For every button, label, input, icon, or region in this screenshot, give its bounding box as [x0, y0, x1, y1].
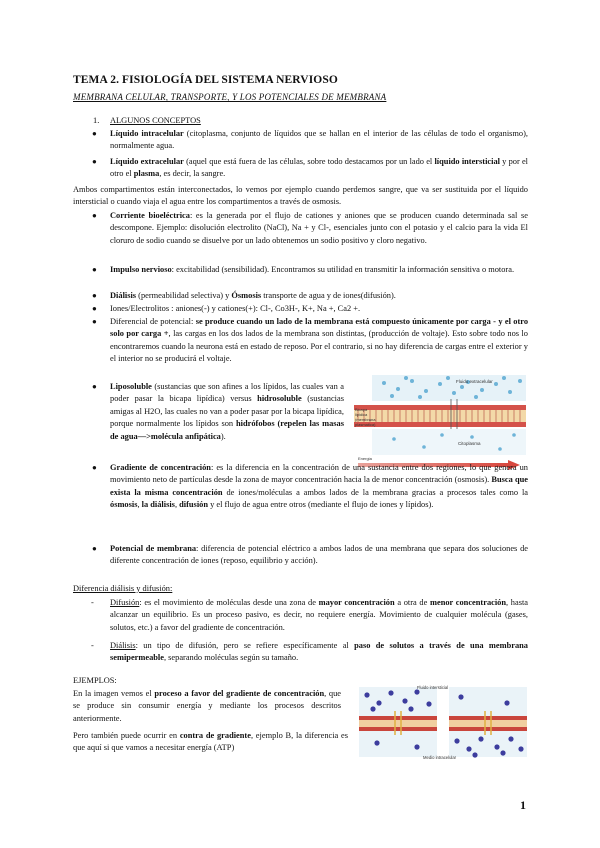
- paragraph-dialisis-2: [110, 640, 528, 665]
- term-impulso-nervioso: Impulso nervioso: [110, 265, 172, 274]
- paragraph-ambos: Ambos compartimentos están interconectados, lo vemos por ejemplo cuando perdemos sangre, que va ser sustituida por el líquido intersticial o cuando viaja el agua entre los compartimentos a través de osmosis.: [73, 185, 528, 207]
- bullet-icon: ●: [92, 211, 97, 220]
- paragraph-impulso-nervioso: [110, 264, 528, 276]
- paragraph-corriente-bioelectrica: [110, 210, 528, 247]
- difusion-text3: , hasta alcanzar un equilibrio. Es un proceso pasivo, es decir, no requiere energía. Movimiento de cualquier molécula (gases, solutos, etc.) a favor del gradiente de concentración.: [110, 598, 529, 632]
- liquido-intracelular-text: (citoplasma, conjunto de líquidos que se hallan en el interior de las células de todo el organismo), normalmente agua.: [110, 129, 529, 151]
- liposoluble-text1: (sustancias que son afines a los lípidos, las cuales van a poder pasar la bicapa lipídica) versus: [110, 382, 344, 404]
- panel-a: [359, 687, 437, 757]
- page-number: 1: [520, 798, 526, 812]
- potencial-text2: , las cargas en los dos lados de la membrana son distintas, (producción de voltaje). Esto sobre todo nos lo encontraremos cuando la neurona está en estado de reposo. Por el contrario, si no hay diferencia de cargas entre el exterior y el interior no se producirá el voltaje.: [110, 329, 528, 364]
- figure1-label-left3: (membrana: [355, 417, 376, 422]
- paragraph-ejemplos-2: [73, 730, 348, 755]
- difusion-bold1: mayor concentración: [318, 598, 395, 607]
- figure1-label-bottom: Citoplasma: [458, 441, 481, 446]
- ejemplos-bold2: contra de gradiente: [179, 731, 251, 740]
- difusion-text1: : es el movimiento de moléculas desde una zona de: [139, 598, 319, 607]
- term-difusion: difusión: [179, 500, 208, 510]
- bullet-icon: ●: [92, 544, 97, 553]
- figure2-label-top: Fluido intersticial: [417, 685, 449, 690]
- ejemplos-text2: , que se produce sin consumir energía y mediante los procesos descritos anteriormente.: [73, 689, 341, 723]
- page-title: TEMA 2. FISIOLOGÍA DEL SISTEMA NERVIOSO: [73, 74, 338, 86]
- potencial-membrana-text: : diferencia de potencial eléctrico a ambos lados de una membrana que separa dos soluciones de diferente concentración de iones (reposo, equilibrio y acción).: [110, 544, 528, 566]
- ejemplos-text3: Pero también puede ocurrir en: [73, 731, 180, 740]
- term-hidrosoluble: hidrosoluble: [257, 394, 302, 404]
- bullet-icon: ●: [92, 304, 97, 313]
- dialisis2-text2: , separando moléculas según su tamaño.: [163, 653, 299, 663]
- bullet-icon: ●: [92, 265, 97, 274]
- bullet-icon: ●: [92, 317, 97, 326]
- ejemplos-text4: , ejemplo B, la diferencia es que aquí si que vamos a necesitar energía (ATP): [73, 731, 349, 753]
- gradiente-text3: ,: [137, 500, 142, 510]
- bullet-icon: ●: [92, 463, 97, 472]
- paragraph-difusion: [110, 597, 528, 634]
- potencial-text1: Diferencial de potencial:: [110, 317, 196, 326]
- paragraph-potencial-membrana: [110, 543, 528, 568]
- term-liquido-extracelular: Líquido extracelular: [110, 157, 184, 166]
- bullet-icon: ●: [92, 129, 97, 138]
- difusion-bold2: menor concentración: [430, 598, 507, 607]
- section-number: 1.: [93, 116, 100, 125]
- term-hidrofobos: hidrófobos (repelen las masas de agua—>molécula anfipática: [110, 419, 345, 441]
- page-subtitle: MEMBRANA CELULAR, TRANSPORTE, Y LOS POTENCIALES DE MEMBRANA: [73, 92, 387, 102]
- liquido-extracelular-text1: (aquel que está fuera de las células, sobre todo destacamos por un lado el: [183, 157, 435, 166]
- dash-icon: -: [91, 598, 94, 607]
- term-dialisis: Diálisis: [110, 291, 137, 300]
- term-plasma: plasma: [133, 169, 160, 179]
- liposoluble-text3: ).: [220, 431, 226, 441]
- ejemplos-bold1: proceso a favor del gradiente de concentración: [154, 689, 325, 698]
- term-dialisis-2: Diálisis: [110, 641, 136, 650]
- dialisis-text2: transporte de agua y de iones(difusión).: [261, 291, 396, 300]
- bullet-icon: ●: [92, 157, 97, 166]
- gradiente-text1: : es la diferencia en la concentración de una sustancia entre dos regiones, lo que genera un movimiento neto de partículas desde la zona de mayor concentración hacia la de menor concentración (osmosis).: [110, 463, 528, 485]
- dialisis2-text1: : un tipo de difusión, pero se refiere específicamente al: [135, 641, 355, 650]
- paragraph-iones: Iones/Electrolitos : aniones(-) y cationes(+): Cl-, Co3H-, K+, Na +, Ca2 +.: [110, 304, 361, 313]
- paragraph-gradiente: [110, 462, 528, 512]
- figure1-label-left2: lipidica: [355, 412, 368, 417]
- gradiente-text5: y el flujo de agua entre otros (mediante el flujo de iones y lípidos).: [208, 500, 434, 510]
- term-la-dialisis: la diálisis: [141, 500, 175, 510]
- difusion-text2: a otra de: [394, 598, 430, 607]
- term-gradiente: Gradiente de concentración: [110, 463, 211, 472]
- term-difusion-2: Difusión: [110, 598, 140, 607]
- gradiente-bold: Busca que exista la misma concentración: [110, 475, 529, 497]
- dialisis2-bold: paso de solutos a través de una membrana semipermeable: [110, 641, 528, 663]
- bullet-icon: ●: [92, 382, 97, 391]
- dialisis-text1: (permeabilidad selectiva) y: [136, 291, 232, 300]
- liquido-extracelular-text3: , es decir, la sangre.: [159, 169, 226, 179]
- figure2-label-bottom: Medio intracelular: [423, 755, 457, 760]
- gradient-example-figure: [357, 683, 529, 761]
- term-liposoluble: Liposoluble: [110, 382, 152, 391]
- impulso-text: : excitabilidad (sensibilidad). Encontramos su utilidad en transmitir la información sensitiva o motora.: [171, 265, 515, 274]
- section-heading: ALGUNOS CONCEPTOS: [110, 116, 201, 125]
- term-liquido-intracelular: Líquido intracelular: [110, 129, 184, 138]
- term-liquido-intersticial: líquido intersticial: [434, 157, 500, 166]
- liposoluble-text2: (sustancias amigas al H2O, las cuales no van a poder pasar por la bicapa lipídica, porque normalmente los lípidos son: [110, 394, 344, 429]
- figure1-label-left4: plasmatica): [355, 422, 376, 427]
- paragraph-liposoluble: [110, 381, 344, 443]
- potencial-bold: se produce cuando un lado de la membrana está compuesto únicamente por carga - y el otro solo por carga +: [110, 317, 529, 339]
- lipid-bilayer-figure: [354, 375, 526, 473]
- paragraph-diferencial-potencial: [110, 316, 528, 366]
- paragraph-liquido-extracelular: [110, 156, 528, 181]
- figure1-label-top: Fluido extracelular: [456, 379, 493, 384]
- ejemplos-text1: En la imagen vemos el: [73, 689, 155, 698]
- gradiente-text4: ,: [174, 500, 180, 510]
- ejemplos-heading: EJEMPLOS:: [73, 676, 117, 685]
- term-osmosis-2: ósmosis: [110, 500, 138, 510]
- corriente-text: : es la generada por el flujo de cationes y aniones que se producen cuando determinada sal se descompone. Ejemplo: disolución electrolito (NaCl), Na + y Cl-, esenciales junto con el potasio y el calcio para la vida El cloruro de sodio cuando se disuelve por un lado obtenemos un sodio positivo y cloro negativo.: [110, 211, 528, 245]
- dash-icon: -: [91, 641, 94, 650]
- figure1-label-left1: Bicapa: [355, 407, 368, 412]
- term-potencial-membrana: Potencial de membrana: [110, 544, 197, 553]
- liquido-extracelular-text2: y por el otro el: [110, 157, 528, 179]
- gradiente-text2: de iones/moléculas a ambos lados de la membrana gracias a procesos tales como la: [222, 487, 528, 497]
- paragraph-dialisis-osmosis: [110, 290, 528, 302]
- term-corriente-bioelectrica: Corriente bioeléctrica: [110, 211, 190, 220]
- term-osmosis: Ósmosis: [231, 291, 262, 300]
- panel-b: [449, 687, 527, 758]
- diferencia-heading: Diferencia diálisis y difusión:: [73, 584, 173, 593]
- paragraph-liquido-intracelular: [110, 128, 528, 153]
- bullet-icon: ●: [92, 291, 97, 300]
- paragraph-ejemplos-1: [73, 688, 341, 725]
- figure1-label-arrow: Energia: [358, 456, 372, 461]
